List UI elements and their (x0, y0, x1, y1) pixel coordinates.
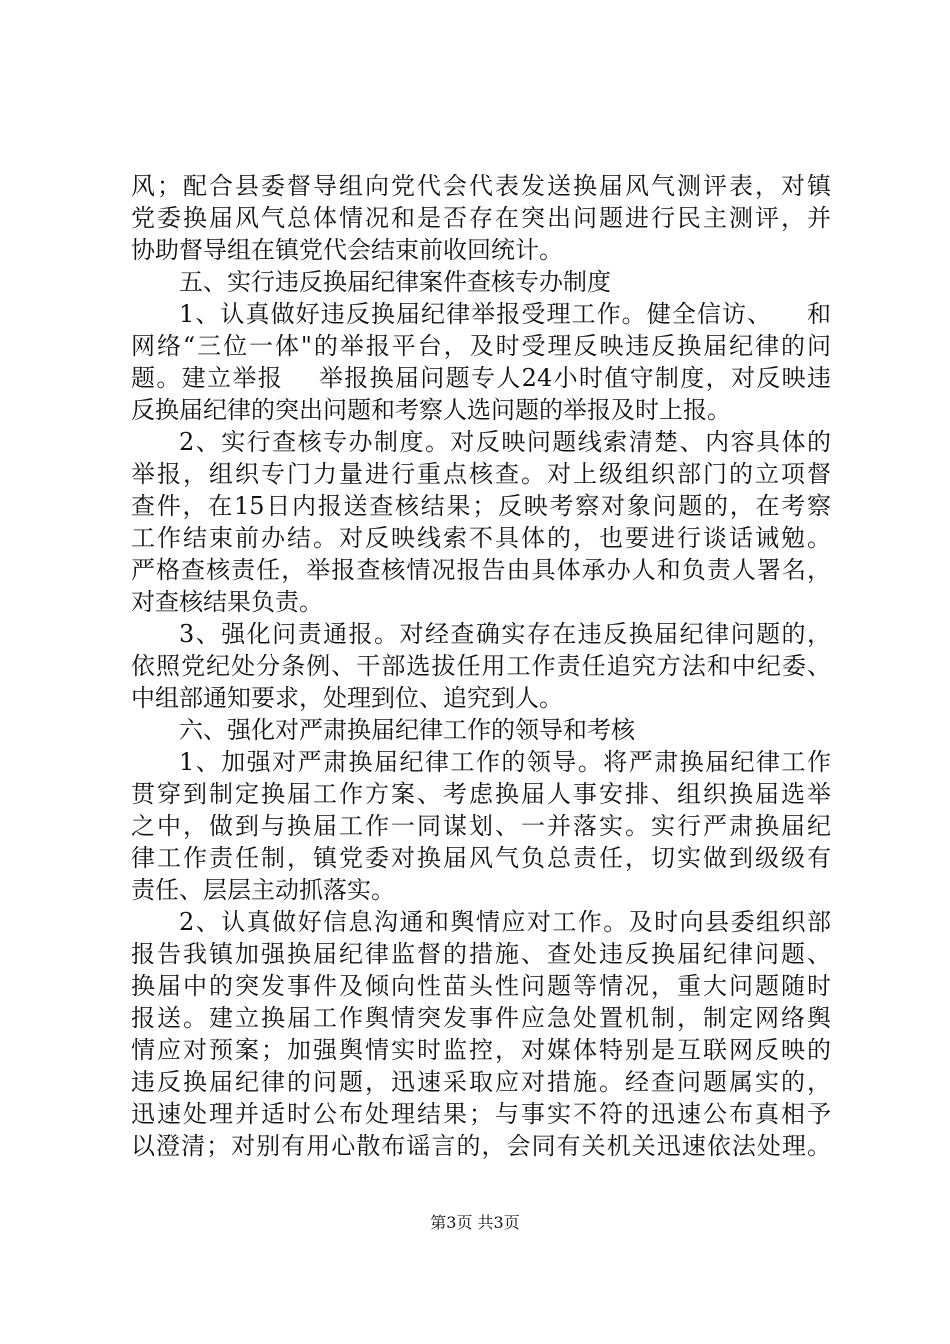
text-line: 以澄清；对别有用心散布谣言的，会同有关机关迅速依法处理。 (131, 1132, 831, 1160)
text-line: 违反换届纪律的问题，迅速采取应对措施。经查问题属实的， (131, 1068, 831, 1096)
text-line: 查件，在15日内报送查核结果；反映考察对象问题的，在考察 (131, 492, 831, 520)
text-line: 情应对预案；加强舆情实时监控，对媒体特别是互联网反映的 (131, 1036, 831, 1064)
document-body (131, 170, 831, 1162)
text-line: 反换届纪律的突出问题和考察人选问题的举报及时上报。 (131, 396, 731, 424)
text-line: 换届中的突发事件及倾向性苗头性问题等情况，重大问题随时 (131, 972, 831, 1000)
page-footer: 第3页 共3页 (430, 1213, 520, 1232)
text-line: 律工作责任制，镇党委对换届风气负总责任，切实做到级级有 (131, 844, 831, 872)
text-line: 风；配合县委督导组向党代会代表发送换届风气测评表，对镇 (131, 172, 831, 200)
text-line: 迅速处理并适时公布处理结果；与事实不符的迅速公布真相予 (131, 1100, 831, 1128)
text-line: 严格查核责任，举报查核情况报告由具体承办人和负责人署名， (131, 556, 831, 584)
text-line: 工作结束前办结。对反映线索不具体的，也要进行谈话诫勉。 (131, 524, 831, 552)
text-line: 中组部通知要求，处理到位、追究到人。 (131, 684, 563, 712)
text-line: 1、加强对严肃换届纪律工作的领导。将严肃换届纪律工作 (179, 748, 831, 776)
text-line: 依照党纪处分条例、干部选拔任用工作责任追究方法和中纪委、 (131, 652, 831, 680)
text-line: 网络“三位一体"的举报平台，及时受理反映违反换届纪律的问 (131, 332, 831, 360)
text-line: 对查核结果负责。 (131, 588, 323, 616)
text-line: 贯穿到制定换届工作方案、考虑换届人事安排、组织换届选举 (131, 780, 831, 808)
text-line: 2、实行查核专办制度。对反映问题线索清楚、内容具体的 (179, 428, 831, 456)
text-line: 题。建立举报 举报换届问题专人24小时值守制度，对反映违 (131, 364, 831, 392)
text-line: 2、认真做好信息沟通和舆情应对工作。及时向县委组织部 (179, 908, 831, 936)
text-line: 举报，组织专门力量进行重点核查。对上级组织部门的立项督 (131, 460, 831, 488)
text-line: 3、强化问责通报。对经查确实存在违反换届纪律问题的， (179, 620, 831, 648)
text-line: 1、认真做好违反换届纪律举报受理工作。健全信访、 和 (179, 300, 831, 328)
text-line: 党委换届风气总体情况和是否存在突出问题进行民主测评，并 (131, 204, 831, 232)
section-heading: 六、强化对严肃换届纪律工作的领导和考核 (179, 716, 635, 744)
text-line: 之中，做到与换届工作一同谋划、一并落实。实行严肃换届纪 (131, 812, 831, 840)
text-line: 协助督导组在镇党代会结束前收回统计。 (131, 236, 563, 264)
text-line: 报送。建立换届工作舆情突发事件应急处置机制，制定网络舆 (131, 1004, 831, 1032)
text-line: 责任、层层主动抓落实。 (131, 876, 395, 904)
text-line: 报告我镇加强换届纪律监督的措施、查处违反换届纪律问题、 (131, 940, 831, 968)
section-heading: 五、实行违反换届纪律案件查核专办制度 (179, 268, 611, 296)
